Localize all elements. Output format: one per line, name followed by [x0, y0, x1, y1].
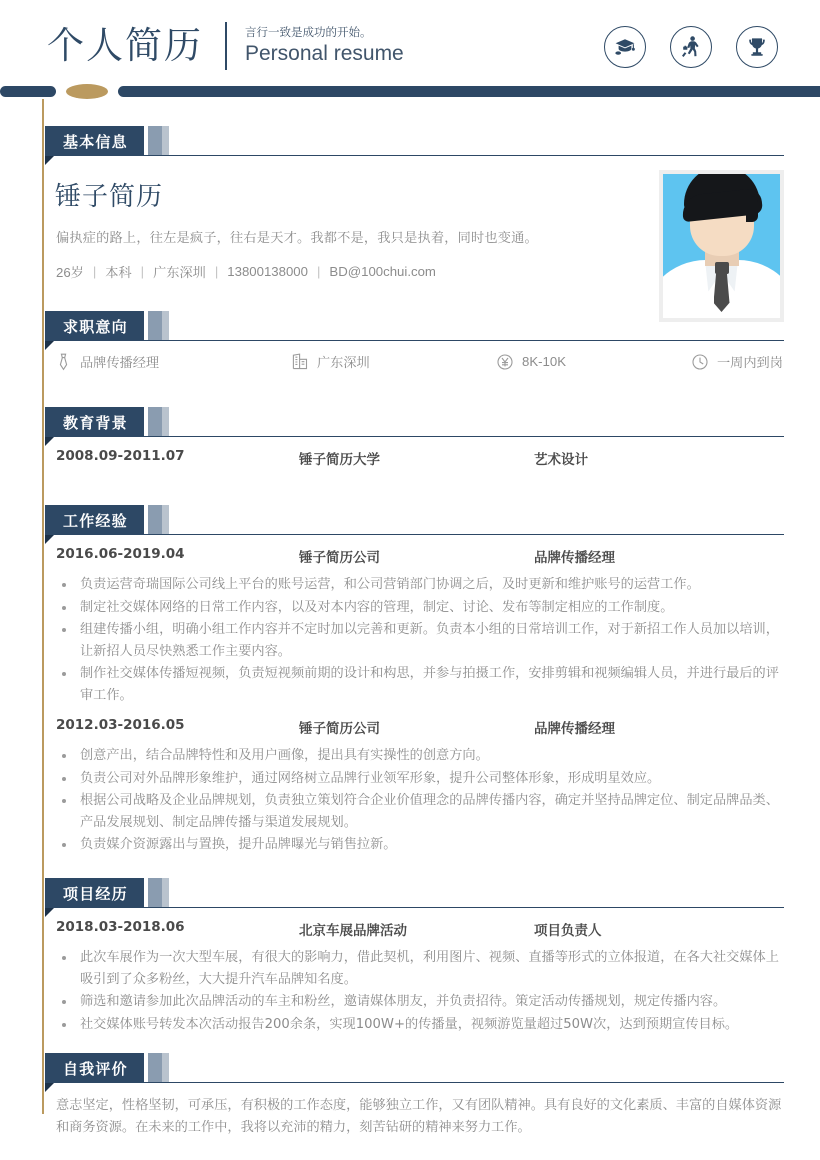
section-education [0, 407, 820, 437]
section-banner-project [45, 878, 144, 908]
section-tab-dark [148, 126, 162, 156]
section-title-intent: 求职意向 [63, 317, 128, 336]
list-item: 此次车展作为一次大型车展，有很大的影响力，借此契机，利用图片、视频、直播等形式的立体报道，在各大社交媒体上吸引到了众多粉丝，大大提升汽车品牌知名度。 [58, 947, 784, 990]
section-banner-evaluation [45, 1053, 144, 1083]
section-rule-education [45, 436, 784, 437]
candidate-photo-frame [659, 170, 784, 322]
section-basic-info [0, 126, 820, 156]
section-title-education: 教育背景 [63, 413, 128, 432]
candidate-motto: 偏执症的路上，往左是疯子，往右是天才。我都不是，我只是执着，同时也变通。 [56, 230, 538, 245]
decorative-bar-right [118, 86, 820, 97]
work-role: 品牌传播经理 [534, 550, 615, 566]
banner-notch [45, 1083, 54, 1092]
section-self-evaluation [0, 1053, 820, 1083]
self-evaluation-text: 意志坚定，性格坚韧，可承压，有积极的工作态度，能够独立工作，又有团队精神。具有良好的文化素质、丰富的自媒体资源和商务资源。在未来的工作中，我将以充沛的精力，刻苦钻研的精神来努力工作。 [56, 1098, 782, 1135]
section-banner-education [45, 407, 144, 437]
section-header-project [45, 878, 784, 908]
banner-notch [45, 437, 54, 446]
section-work-experience [0, 505, 820, 535]
section-rule-intent [45, 340, 784, 341]
title-subtitle-block [245, 26, 427, 67]
avatar [663, 174, 780, 318]
list-item: 负责运营奇瑞国际公司线上平台的账号运营，和公司营销部门协调之后，及时更新和维护账号的运营工作。 [58, 574, 784, 596]
graduation-cap-icon [604, 26, 646, 68]
project-entry-row [56, 919, 754, 939]
section-tab-dark [148, 407, 162, 437]
section-rule-work [45, 534, 784, 535]
list-item: 负责媒介资源露出与置换，提升品牌曝光与销售拉新。 [58, 834, 784, 856]
section-tab-dark [148, 505, 162, 535]
trophy-icon [736, 26, 778, 68]
work-role: 品牌传播经理 [534, 721, 615, 737]
project-role: 项目负责人 [534, 923, 602, 939]
education-date: 2008.09-2011.07 [56, 448, 185, 464]
work-company: 锤子简历公司 [299, 550, 380, 566]
section-project-experience [0, 878, 820, 908]
section-banner-work [45, 505, 144, 535]
candidate-meta-row [56, 262, 436, 281]
section-tab-light [162, 407, 169, 437]
section-tab-light [162, 1053, 169, 1083]
education-major: 艺术设计 [534, 452, 588, 468]
work-company: 锤子简历公司 [299, 721, 380, 737]
decorative-gold-dot [66, 84, 108, 99]
meta-separator: | [316, 264, 321, 279]
intent-location-label: 广东深圳 [317, 355, 370, 370]
meta-email: BD@100chui.com [329, 264, 436, 279]
section-header-basic [45, 126, 784, 156]
intent-position-label: 品牌传播经理 [80, 355, 160, 370]
intent-salary [497, 352, 692, 371]
job-intention-row [56, 352, 786, 371]
page-header [0, 0, 820, 92]
section-rule-evaluation [45, 1082, 784, 1083]
section-rule-project [45, 907, 784, 908]
education-entry-row [56, 448, 754, 468]
meta-age: 26岁 [56, 265, 84, 280]
meta-degree: 本科 [105, 265, 132, 280]
work-date: 2016.06-2019.04 [56, 546, 185, 562]
list-item: 负责公司对外品牌形象维护，通过网络树立品牌行业领军形象，提升公司整体形象，形成明星效应。 [58, 768, 784, 790]
list-item: 组建传播小组，明确小组工作内容并不定时加以完善和更新。负责本小组的日常培训工作，对于新招工作人员加以培训，让新招人员尽快熟悉工作主要内容。 [58, 619, 784, 662]
title-block [47, 22, 427, 70]
section-tab-light [162, 311, 169, 341]
section-title-evaluation: 自我评价 [63, 1059, 128, 1078]
page-title: 个人简历 [47, 24, 203, 67]
project-bullets-0 [58, 947, 784, 1036]
list-item: 社交媒体账号转发本次活动报告200余条，实现100W+的传播量，视频游览量超过50W次，达到预期宣传目标。 [58, 1014, 784, 1036]
work-bullets-1 [58, 745, 784, 857]
project-name: 北京车展品牌活动 [299, 923, 407, 939]
clock-icon [692, 354, 708, 370]
section-tab-light [162, 505, 169, 535]
meta-city: 广东深圳 [153, 265, 206, 280]
section-tab-light [162, 126, 169, 156]
list-item: 制作社交媒体传播短视频，负责短视频前期的设计和构思，并参与拍摄工作，安排剪辑和视频编辑人员，并进行最后的评审工作。 [58, 663, 784, 706]
candidate-name: 锤子简历 [55, 182, 164, 212]
meta-separator: | [140, 264, 145, 279]
section-title-project: 项目经历 [63, 884, 128, 903]
decorative-bar-left [0, 86, 56, 97]
intent-location [292, 352, 497, 371]
section-rule-basic [45, 155, 784, 156]
list-item: 创意产出，结合品牌特性和及用户画像，提出具有实操性的创意方向。 [58, 745, 784, 767]
section-title-basic: 基本信息 [63, 132, 128, 151]
meta-separator: | [214, 264, 219, 279]
building-icon [292, 353, 308, 370]
list-item: 根据公司战略及企业品牌规划，负责独立策划符合企业价值理念的品牌传播内容，确定并坚持品牌定位、制定品牌品类、产品发展规划、制定品牌传播与渠道发展规划。 [58, 790, 784, 833]
meta-separator: | [92, 264, 97, 279]
header-icon-group [604, 26, 778, 68]
section-tab-dark [148, 1053, 162, 1083]
yen-icon [497, 354, 513, 370]
subtitle-english: Personal resume [245, 41, 404, 65]
section-header-education [45, 407, 784, 437]
timeline-vertical-line [42, 99, 44, 1114]
intent-position [56, 352, 292, 371]
work-entry-row [56, 546, 754, 566]
intent-availability-label: 一周内到岗 [717, 355, 783, 370]
list-item: 制定社交媒体网络的日常工作内容，以及对本内容的管理，制定、讨论、发布等制定相应的工作制度。 [58, 597, 784, 619]
banner-notch [45, 156, 54, 165]
project-date: 2018.03-2018.06 [56, 919, 185, 935]
tie-icon [56, 353, 71, 371]
intent-availability [692, 352, 783, 371]
section-header-intent [45, 311, 784, 341]
banner-notch [45, 341, 54, 350]
section-title-work: 工作经验 [63, 511, 128, 530]
education-school: 锤子简历大学 [299, 452, 380, 468]
meta-phone: 13800138000 [227, 264, 308, 279]
title-divider [225, 22, 227, 70]
section-banner-intent [45, 311, 144, 341]
section-job-intention [0, 311, 820, 341]
list-item: 筛选和邀请参加此次品牌活动的车主和粉丝，邀请媒体朋友，并负责招待。策定活动传播规划，规定传播内容。 [58, 991, 784, 1013]
work-entry-row [56, 717, 754, 737]
work-date: 2012.03-2016.05 [56, 717, 185, 733]
section-tab-dark [148, 311, 162, 341]
section-header-work [45, 505, 784, 535]
banner-notch [45, 908, 54, 917]
work-bullets-0 [58, 574, 784, 707]
section-tab-light [162, 878, 169, 908]
businessman-walking-icon [670, 26, 712, 68]
section-tab-dark [148, 878, 162, 908]
banner-notch [45, 535, 54, 544]
intent-salary-label: 8K-10K [522, 354, 566, 369]
subtitle-chinese: 言行一致是成功的开始。 [245, 26, 372, 39]
section-banner-basic [45, 126, 144, 156]
section-header-evaluation [45, 1053, 784, 1083]
